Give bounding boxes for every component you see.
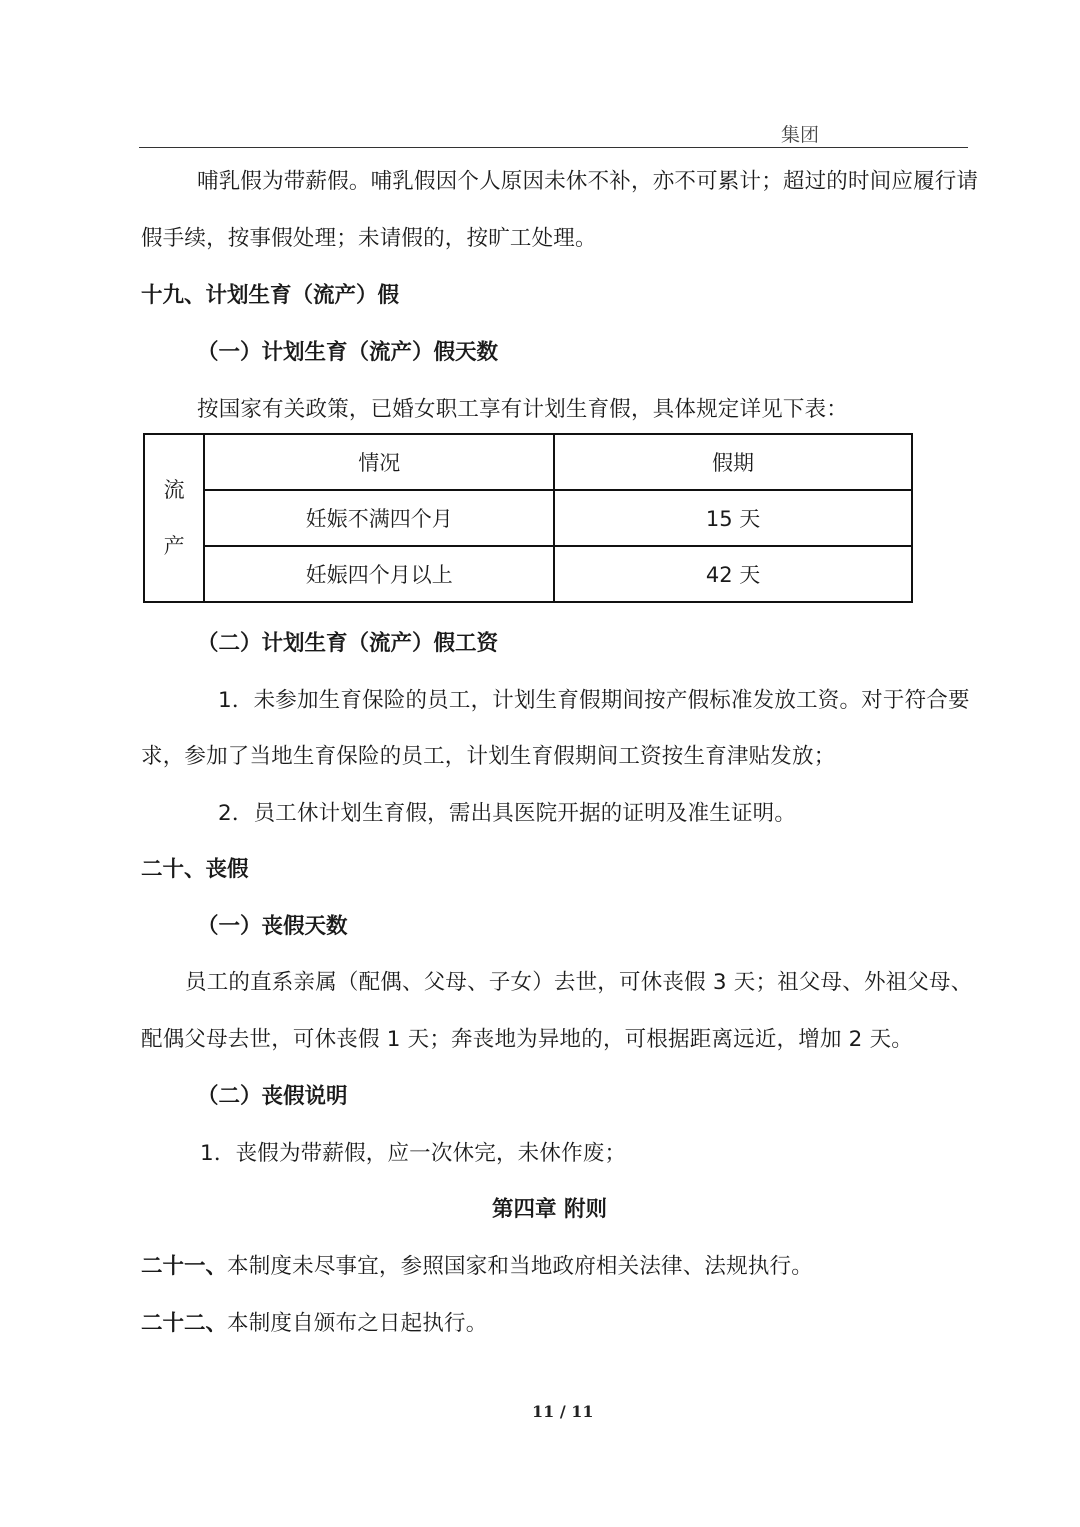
paragraph-line: 配偶父母去世，可休丧假 1 天；奔丧地为异地的，可根据距离远近，增加 2 天。 <box>141 1027 913 1052</box>
table-header-period: 假期 <box>554 434 912 490</box>
subsection-heading-20-2: （二）丧假说明 <box>197 1084 348 1109</box>
section-heading-20: 二十、丧假 <box>141 857 249 882</box>
table-row <box>144 546 912 602</box>
article-number: 二十二、 <box>141 1311 228 1336</box>
article-text: 本制度未尽事宜，参照国家和当地政府相关法律、法规执行。 <box>227 1254 813 1279</box>
table-header-situation: 情况 <box>204 434 554 490</box>
chapter-heading: 第四章 附则 <box>492 1197 607 1222</box>
article-21 <box>141 1249 813 1280</box>
table-merged-label: 流产 <box>163 478 185 558</box>
paragraph-line: 1．丧假为带薪假，应一次休完，未休作废； <box>200 1141 627 1166</box>
article-text: 本制度自颁布之日起执行。 <box>227 1311 488 1336</box>
header-rule <box>139 147 968 148</box>
paragraph-line: 1．未参加生育保险的员工，计划生育假期间按产假标准发放工资。对于符合要 <box>218 688 970 713</box>
article-22 <box>141 1306 487 1337</box>
header-company: 集团 <box>781 124 820 146</box>
table-cell-situation: 妊娠不满四个月 <box>204 490 554 546</box>
table-cell-situation: 妊娠四个月以上 <box>204 546 554 602</box>
table-cell-period: 15 天 <box>554 490 912 546</box>
paragraph-line: 哺乳假为带薪假。哺乳假因个人原因未休不补，亦不可累计；超过的时间应履行请 <box>197 169 979 194</box>
leave-table <box>143 433 913 603</box>
section-heading-19: 十九、计划生育（流产）假 <box>141 283 400 308</box>
table-row <box>144 490 912 546</box>
paragraph-line: 员工的直系亲属（配偶、父母、子女）去世，可休丧假 3 天；祖父母、外祖父母、 <box>185 970 973 995</box>
table-merged-label-cell <box>144 434 204 602</box>
table-cell-period: 42 天 <box>554 546 912 602</box>
paragraph-line: 按国家有关政策，已婚女职工享有计划生育假，具体规定详见下表： <box>197 397 849 422</box>
paragraph-line: 假手续，按事假处理；未请假的，按旷工处理。 <box>141 226 597 251</box>
article-number: 二十一、 <box>141 1254 228 1279</box>
table-row <box>144 434 912 490</box>
subsection-heading-19-1: （一）计划生育（流产）假天数 <box>197 340 499 365</box>
subsection-heading-20-1: （一）丧假天数 <box>197 914 348 939</box>
subsection-heading-19-2: （二）计划生育（流产）假工资 <box>197 631 499 656</box>
paragraph-line: 求，参加了当地生育保险的员工，计划生育假期间工资按生育津贴发放； <box>141 744 836 769</box>
paragraph-line: 2．员工休计划生育假，需出具医院开据的证明及准生证明。 <box>218 801 797 826</box>
page-number: 11 / 11 <box>532 1402 594 1421</box>
